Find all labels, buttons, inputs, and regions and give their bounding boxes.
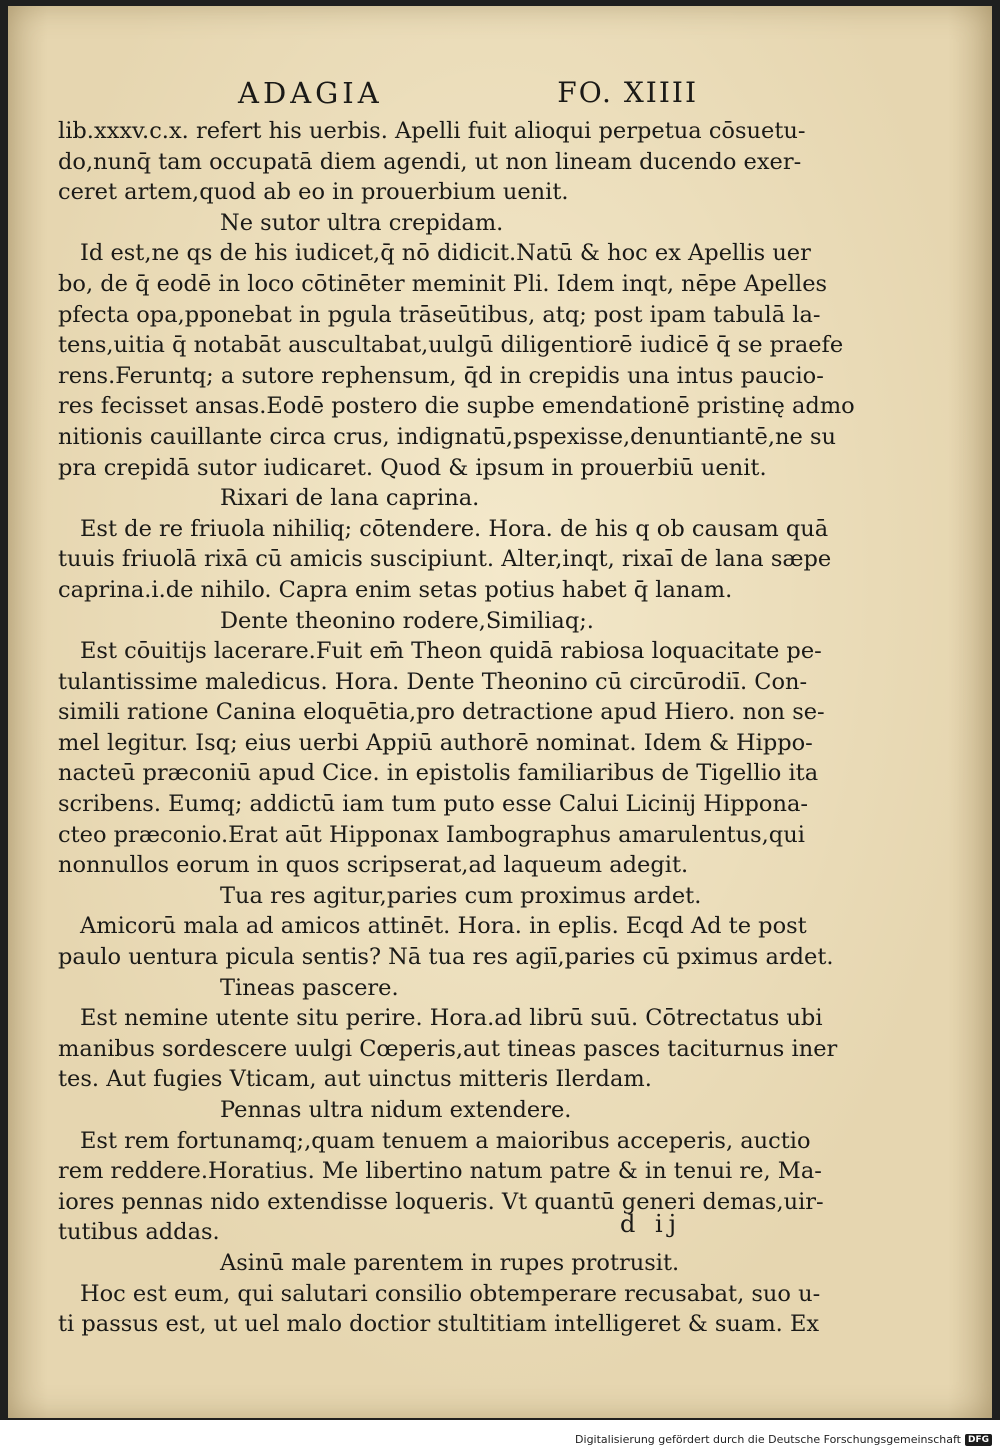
- text-line: tutibus addas.: [58, 1219, 220, 1246]
- text-line: nonnullos eorum in quos scripserat,ad laqueum adegit.: [58, 852, 689, 879]
- text-line: scribens. Eumq; addictū iam tum puto esse Calui Licinij Hippona-: [58, 791, 808, 818]
- text-line: tulantissime maledicus. Hora. Dente Theonino cū circūrodiī. Con-: [58, 668, 808, 695]
- text-line: manibus sordescere uulgi Cœperis,aut tineas pasces taciturnus iner: [58, 1035, 838, 1062]
- digitization-credit: [575, 1433, 992, 1446]
- text-line: tuuis friuolā rixā cū amicis suscipiunt. Alter,inqt, rixaī de lana sæpe: [58, 546, 832, 573]
- text-line: cteo præconio.Erat aūt Hipponax Iambographus amarulentus,qui: [58, 821, 805, 848]
- text-line: bo, de q̄ eodē in loco cōtinēter meminit Pli. Idem inqt, nēpe Apelles: [58, 270, 828, 297]
- text-line: Amicorū mala ad amicos attinēt. Hora. in eplis. Ecqd Ad te post: [80, 913, 807, 940]
- dfg-logo-icon: DFG: [965, 1434, 992, 1446]
- text-line: Est nemine utente situ perire. Hora.ad librū suū. Cōtrectatus ubi: [80, 1005, 823, 1032]
- page-header: [238, 76, 698, 116]
- text-line: caprina.i.de nihilo. Capra enim setas potius habet q̄ lanam.: [58, 576, 733, 603]
- text-line: iores pennas nido extendisse loqueris. Vt quantū generi demas,uir-: [58, 1188, 824, 1215]
- adage-heading: Tineas pascere.: [220, 974, 399, 1001]
- text-line: ceret artem,quod ab eo in prouerbium uenit.: [58, 179, 569, 206]
- adage-heading: Rixari de lana caprina.: [220, 485, 480, 512]
- adage-heading: Pennas ultra nidum extendere.: [220, 1097, 572, 1123]
- text-line: lib.xxxv.c.x. refert his uerbis. Apelli fuit alioqui perpetua cōsuetu-: [58, 118, 806, 144]
- text-line: rem reddere.Horatius. Me libertino natum patre & in tenui re, Ma-: [58, 1158, 822, 1185]
- text-line: pfecta opa,pponebat in pgula trāseūtibus, atq; post ipam tabulā la-: [58, 301, 821, 328]
- text-line: tens,uitia q̄ notabāt auscultabat,uulgū diligentiorē iudicē q̄ se praefe: [58, 332, 844, 359]
- text-line: rens.Feruntq; a sutore rephensum, q̄d in crepidis una intus paucio-: [58, 362, 824, 389]
- text-line: Est cōuitijs lacerare.Fuit em̄ Theon quidā rabiosa loquacitate pe-: [80, 638, 822, 665]
- text-line: simili ratione Canina eloquētia,pro detractione apud Hiero. non se-: [58, 699, 825, 726]
- text-line: mel legitur. Isq; eius uerbi Appiū authorē nominat. Idem & Hippo-: [58, 729, 813, 756]
- text-line: do,nunq̄ tam occupatā diem agendi, ut non lineam ducendo exer-: [58, 148, 802, 175]
- adage-heading: Asinū male parentem in rupes protrusit.: [220, 1249, 680, 1276]
- text-line: Hoc est eum, qui salutari consilio obtemperare recusabat, suo u-: [80, 1280, 821, 1307]
- folio-number: FO. XIIII: [557, 76, 698, 109]
- text-line: res fecisset ansas.Eodē postero die supbe emendationē pristinę admo: [58, 393, 855, 420]
- text-block: [58, 116, 855, 1340]
- running-title: ADAGIA: [238, 76, 383, 110]
- signature-mark: d ij: [620, 1210, 683, 1238]
- adage-heading: Ne sutor ultra crepidam.: [220, 209, 504, 236]
- text-line: Est de re friuola nihiliq; cōtendere. Hora. de his q ob causam quā: [80, 515, 829, 542]
- credit-text: Digitalisierung gefördert durch die Deutsche Forschungsgemeinschaft: [575, 1433, 961, 1446]
- text-line: pra crepidā sutor iudicaret. Quod & ipsum in prouerbiū uenit.: [58, 454, 767, 481]
- text-line: nacteū præconiū apud Cice. in epistolis familiaribus de Tigellio ita: [58, 760, 819, 787]
- text-line: Est rem fortunamq;,quam tenuem a maioribus acceperis, auctio: [80, 1127, 811, 1154]
- adage-heading: Tua res agitur,paries cum proximus ardet.: [220, 882, 702, 909]
- book-page: [8, 6, 992, 1418]
- adage-heading: Dente theonino rodere,Similiaq;.: [220, 607, 594, 634]
- text-line: tes. Aut fugies Vticam, aut uinctus mitteris Ilerdam.: [58, 1066, 652, 1093]
- text-line: ti passus est, ut uel malo doctior stultitiam intelligeret & suam. Ex: [58, 1311, 820, 1338]
- text-line: paulo uentura picula sentis? Nā tua res agiī,paries cū pximus ardet.: [58, 944, 834, 971]
- text-line: Id est,ne qs de his iudicet,q̄ nō didicit.Natū & hoc ex Apellis uer: [80, 240, 811, 267]
- text-line: nitionis cauillante circa crus, indignatū,pspexisse,denuntiantē,ne su: [58, 423, 837, 450]
